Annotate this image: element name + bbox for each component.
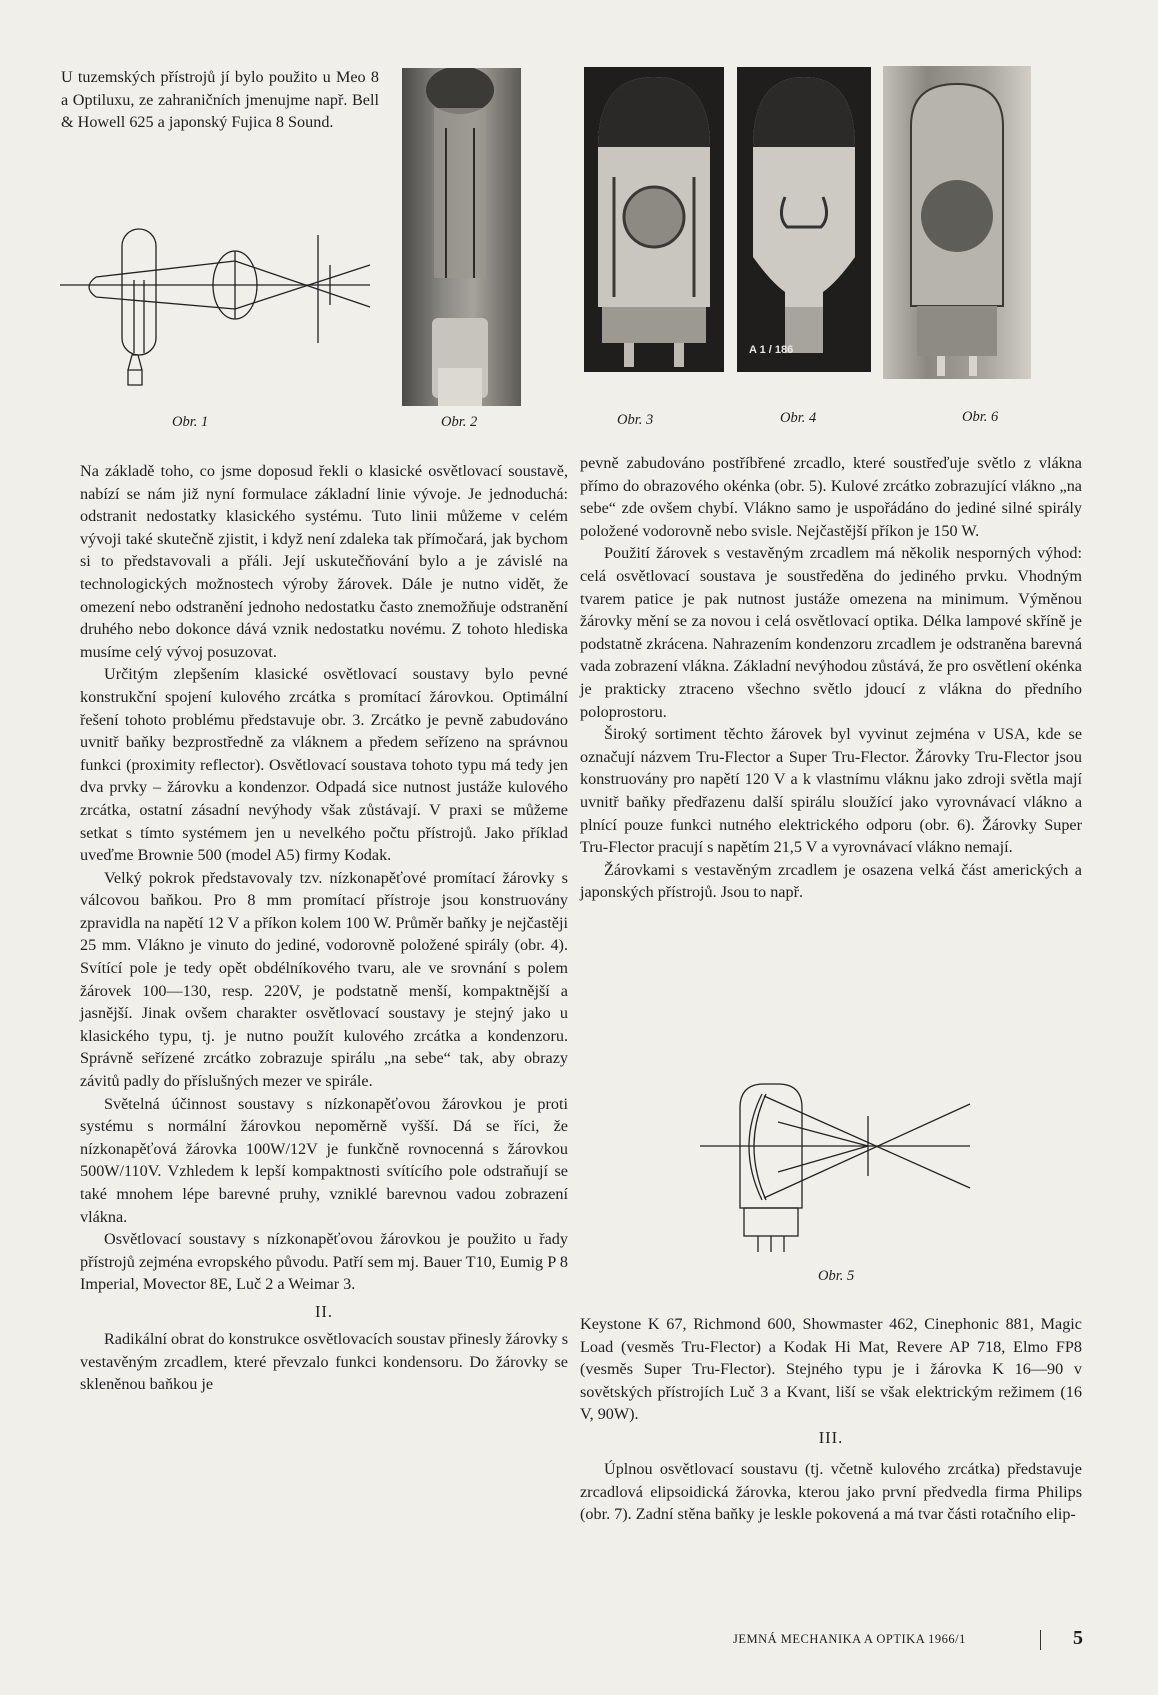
figure-4-code-label: A 1 / 186	[749, 344, 794, 356]
journal-footer: JEMNÁ MECHANIKA A OPTIKA 1966/1	[733, 1632, 966, 1646]
paragraph: Keystone K 67, Richmond 600, Showmaster 462, Cinephonic 881, Magic Load (vesměs Tru-Flector) a Kodak Hi Mat, Revere AP 718, Elmo FP8 (vesměs Super Tru-Flector). Stejného typu je i žárovka K 16—90 v sovětských přístrojích Luč 3 a Kvant, liší se však elektrickým režimem (16 V, 90W).	[580, 1315, 1082, 1424]
figure-2-photo	[402, 68, 521, 406]
right-column-continued	[580, 1313, 1082, 1526]
paragraph: Žárovkami s vestavěným zrcadlem je osazena velká část amerických a japonských přístrojů. Jsou to např.	[580, 860, 1082, 902]
page-number: 5	[1073, 1627, 1083, 1649]
figure-2-caption: Obr. 2	[441, 414, 478, 430]
figure-4-caption: Obr. 4	[780, 410, 817, 426]
paragraph: Radikální obrat do konstrukce osvětlovacích soustav přinesly žárovky s vestavěným zrcadlem, které převzalo funkci kondensoru. Do žárovky se skleněnou baňkou je	[80, 1329, 568, 1394]
paragraph: Velký pokrok představovaly tzv. nízkonapěťové promítací žárovky s válcovou baňkou. Pro 8 mm promítací přístroje jsou konstruovány zpravidla na napětí 12 V a příkon kolem 100 W. Průměr baňky je nejčastěji 25 mm. Vlákno je vinuto do jediné, vodorovně položené spirály (obr. 4). Svítící pole je tedy opět obdélníkového tvaru, ale ve srovnání s polem žárovek 100—130, resp. 220V, je podstatně menší, kompaktnější a jasnější. Jinak ovšem charakter osvětlovací soustavy je stejný jako u klasického typu, tj. je nutno použít kulového zrcátka a kondenzoru. Správně seřízené zrcátko zobrazuje spirálu „na sebe“ tak, aby obrazy závitů padly do příslušných mezer ve spirále.	[80, 868, 568, 1091]
paragraph: Na základě toho, co jsme doposud řekli o klasické osvětlovací soustavě, nabízí se nám již nyní formulace základní linie vývoje. Je jednoduchá: odstranit nedostatky klasického systému. Tuto linii můžeme v celém vývoji také skutečně zjistit, i když není zdaleka tak přímočará, jak bychom si to představovali a přáli. Její uskutečňování bylo a je závislé na technologických možnostech výroby žárovek. Dále je nutno vidět, že omezení nebo odstranění jednoho nedostatku často znemožňuje odstranění druhého nebo dokonce dává vznik nedostatku novému. Z tohoto hlediska musíme celý vývoj posuzovat.	[80, 462, 568, 661]
right-column	[580, 452, 1082, 904]
figure-1-diagram	[60, 225, 380, 395]
section-heading: III.	[818, 1427, 844, 1447]
paragraph: Úplnou osvětlovací soustavu (tj. včetně kulového zrcátka) představuje zrcadlová elipsoidická žárovka, kterou jako první předvedla firma Philips (obr. 7). Zadní stěna baňky je leskle pokovená a má tvar části rotačního elip-	[580, 1459, 1082, 1524]
figure-3-caption: Obr. 3	[617, 412, 654, 428]
paragraph: Osvětlovací soustavy s nízkonapěťovou žárovkou je použito u řady přístrojů zejména evropského původu. Patří sem mj. Bauer T10, Eumig P 8 Imperial, Movector 8E, Luč 2 a Weimar 3.	[80, 1230, 568, 1294]
figure-5-diagram	[700, 1080, 980, 1260]
figure-3-photo	[584, 67, 724, 372]
footer-divider	[1040, 1630, 1041, 1650]
figure-6-photo	[883, 66, 1031, 379]
paragraph: Určitým zlepšením klasické osvětlovací soustavy bylo pevné konstrukční spojení kulového zrcátka s promítací žárovkou. Optimální řešení tohoto problému představuje obr. 3. Zrcátko je pevně zabudováno uvnitř baňky bezprostředně za vláknem a předem seřízeno na správnou funkci (proximity reflector). Osvětlovací soustava tohoto typu má tedy jen dva prvky – žárovku a kondenzor. Odpadá sice nutnost justáže kulového zrcátka, ostatní zásadní nevýhody však zůstávají. V praxi se můžeme setkat s tímto systémem jen u nevelkého počtu přístrojů. Jako příklad uveďme Brownie 500 (model A5) firmy Kodak.	[80, 665, 568, 865]
figure-4-photo	[737, 67, 871, 372]
figure-1-caption: Obr. 1	[172, 414, 209, 430]
left-column	[80, 460, 568, 1396]
paragraph: Široký sortiment těchto žárovek byl vyvinut zejména v USA, kde se označují názvem Tru-Flector a Super Tru-Flector. Žárovky Tru-Flector jsou konstruovány pro napětí 120 V a k vlastnímu vláknu jako zdroji světla mají uvnitř baňky předřazenu další spirálu sloužící jako vyrovnávací vlákno a plnící pouze funkci nutného elektrického odporu (obr. 6). Žárovky Super Tru-Flector pracují s napětím 21,5 V a vyrovnávací vlákno nemají.	[580, 725, 1082, 857]
figure-5-caption: Obr. 5	[818, 1268, 855, 1284]
paragraph: Světelná účinnost soustavy s nízkonapěťovou žárovkou je proti systému s normální žárovkou nepoměrně vyšší. Dá se říci, že nízkonapěťová žárovka 100W/12V je funkčně rovnocenná s žárovkou 500W/110V. Vzhledem k lepší kompaktnosti svítícího pole odstraňují se také mnohem lépe barevné pruhy, vzniklé barevnou vadou zobrazení vlákna.	[80, 1094, 568, 1226]
paragraph: pevně zabudováno postříbřené zrcadlo, které soustřeďuje světlo z vlákna přímo do obrazového okénka (obr. 5). Kulové zrcátko zobrazující vlákno „na sebe“ zde ovšem chybí. Vlákno samo je uspořádáno do jediné silné spirály položené vodorovně nebo svisle. Nejčastější příkon je 150 W.	[580, 454, 1082, 540]
intro-paragraph: U tuzemských přístrojů jí bylo použito u Meo 8 a Optiluxu, ze zahraničních jmenujme např. Bell & Howell 625 a japonský Fujica 8 Sound.	[61, 68, 379, 132]
paragraph: Použití žárovek s vestavěným zrcadlem má několik nesporných výhod: celá osvětlovací soustava je soustředěna do jediného prvku. Vhodným tvarem patice je pak nutnost justáže omezena na minimum. Výměnou žárovky mění se za novou i celá osvětlovací optika. Délka lampové skříně je podstatně zkrácena. Nahrazením kondenzoru zrcadlem je odstraněna barevná vada zobrazení vlákna. Základní nevýhodou zůstává, že pro osvětlení okénka je prakticky ztraceno všechno světlo jdoucí z vlákna do předního poloprostoru.	[580, 544, 1082, 721]
figure-6-caption: Obr. 6	[962, 409, 999, 425]
section-heading: II.	[314, 1301, 334, 1321]
